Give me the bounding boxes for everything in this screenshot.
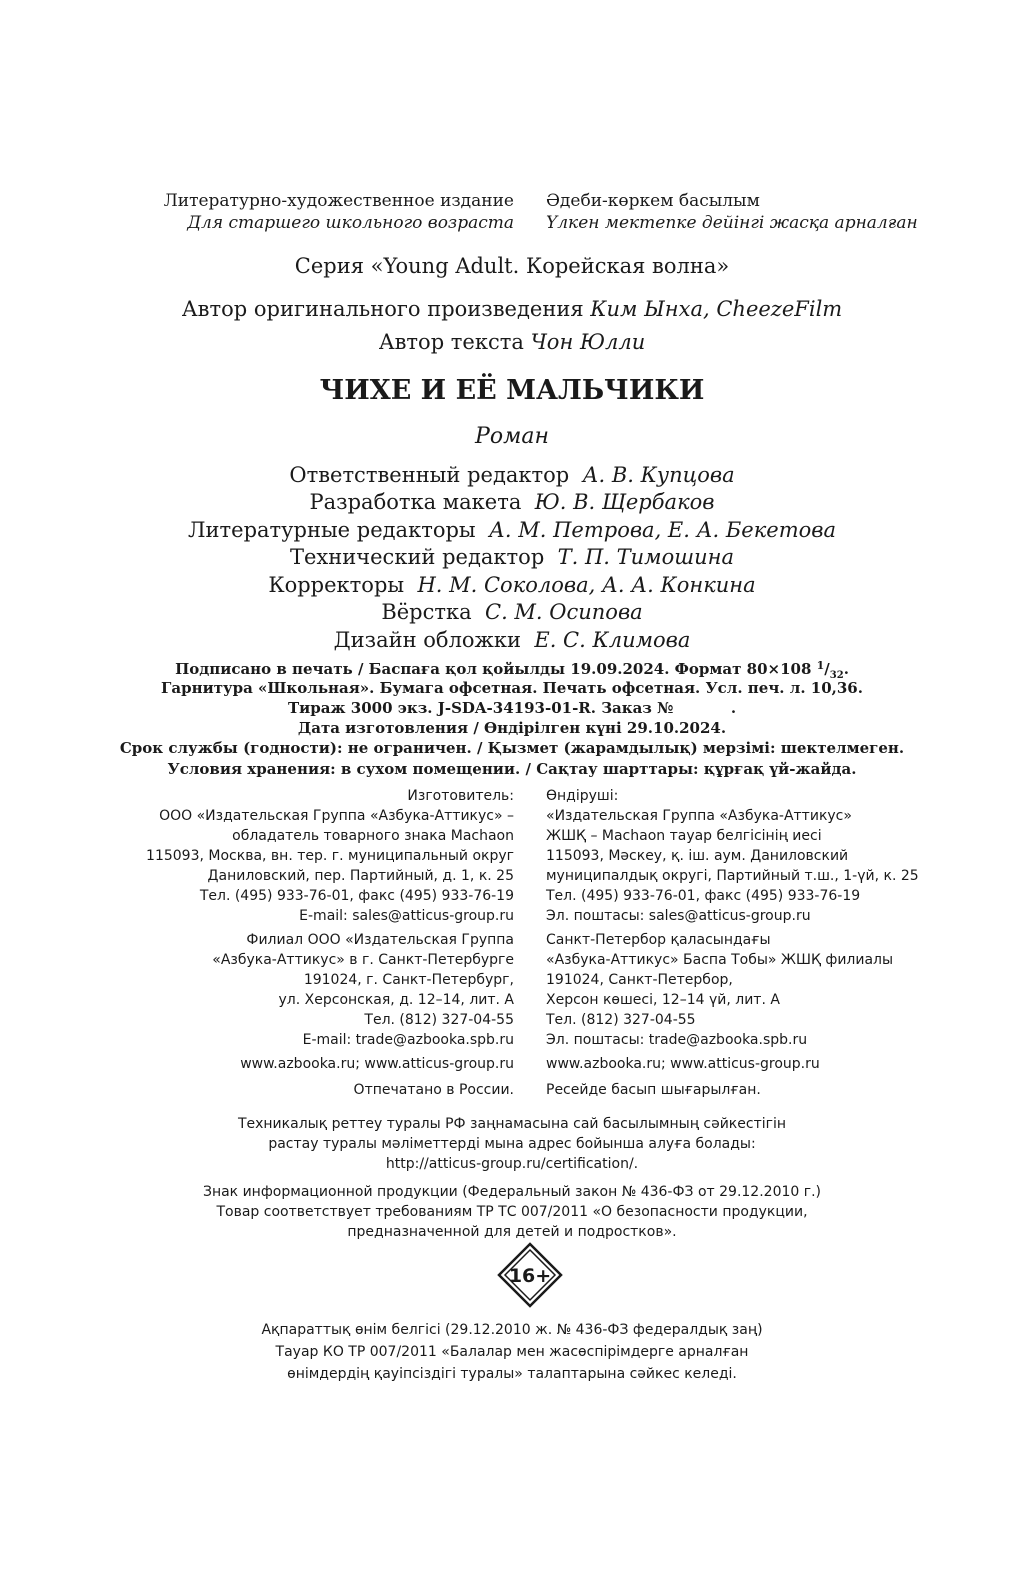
credit-line [0,490,1024,514]
age-rating-text: 16+ [508,1265,552,1287]
manufacturer-kz [546,786,919,926]
header-right-line2: Үлкен мектепке дейінгі жасқа арналған [546,213,918,233]
author-original-label: Автор оригинального произведения [181,297,584,321]
branch-kz [546,930,893,1050]
info-sign-ru-line: предназначенной для детей и подростков». [347,1224,677,1240]
manufacturer-kz-line: «Издательская Группа «Азбука-Аттикус» [546,808,852,824]
manufacturer-kz-line: Өндіруші: [546,788,619,804]
manufacturer-ru-line: Изготовитель: [407,788,514,804]
credit-name: С. М. Осипова [485,600,643,624]
credit-name: А. В. Купцова [582,463,735,487]
certification-line: Техникалық реттеу туралы РФ заңнамасына сай басылымның сәйкестігін [237,1116,787,1132]
info-sign-ru-line: Знак информационной продукции (Федеральный закон № 436-ФЗ от 29.12.2010 г.) [202,1184,822,1200]
credit-name: Т. П. Тимошина [557,545,735,569]
manufacturer-kz-line: муниципалдық округі, Партийный т.ш., 1-үй, к. 25 [546,868,919,884]
book-genre: Роман [475,424,549,449]
print-info-line2: Гарнитура «Школьная». Бумага офсетная. Печать офсетная. Усл. печ. л. 10,36. [161,679,863,697]
print-info-line1 [0,659,1024,681]
branch-kz-line: «Азбука-Аттикус» Баспа Тобы» ЖШҚ филиалы [546,952,894,968]
branch-ru-line: «Азбука-Аттикус» в г. Санкт-Петербурге [212,952,514,968]
series-line: Серия «Young Adult. Корейская волна» [294,254,730,278]
certification-url[interactable]: http://atticus-group.ru/certification/. [385,1156,639,1172]
format-denominator: 32 [829,670,844,681]
print-info-signed: Подписано в печать / Баспаға қол қойылды 19.09.2024. Формат 80×108 [175,660,817,678]
credit-role: Литературные редакторы [188,518,476,542]
credit-role: Дизайн обложки [333,628,521,652]
author-original-name: Ким Ынха, CheezeFilm [590,297,843,321]
manufacturer-kz-line: Эл. поштасы: sales@atticus-group.ru [546,908,811,924]
manufacturer-ru-line: обладатель товарного знака Machaon [232,828,514,844]
branch-kz-line: 191024, Санкт-Петербор, [546,972,733,988]
branch-ru-line: 191024, г. Санкт-Петербург, [303,972,514,988]
branch-ru [212,930,514,1050]
branch-ru-line: Тел. (812) 327-04-55 [364,1012,514,1028]
branch-kz-line: Эл. поштасы: trade@azbooka.spb.ru [546,1032,808,1048]
manufacturer-kz-line: Тел. (495) 933-76-01, факс (495) 933-76-19 [546,888,861,904]
info-sign-kz-line: Ақпараттық өнім белгісі (29.12.2010 ж. № 436-ФЗ федералдық заң) [261,1322,763,1338]
credit-name: Ю. В. Щербаков [534,490,715,514]
branch-kz-line: Херсон көшесі, 12–14 үй, лит. А [546,992,780,1008]
credit-line [0,518,1024,542]
book-title: ЧИХЕ И ЕЁ МАЛЬЧИКИ [319,375,705,406]
header-left-line1: Литературно-художественное издание [163,191,514,211]
printed-ru: Отпечатано в России. [353,1082,514,1098]
credit-line [0,600,1024,624]
age-rating-badge [497,1242,563,1308]
format-end: . [843,660,849,678]
manufacturer-ru [146,786,514,926]
author-text-label: Автор текста [378,330,524,354]
branch-ru-line: ул. Херсонская, д. 12–14, лит. А [278,992,514,1008]
manufacturer-ru-line: ООО «Издательская Группа «Азбука-Аттикус» – [159,808,514,824]
credit-name: Е. С. Климова [534,628,691,652]
branch-kz-line: Тел. (812) 327-04-55 [546,1012,696,1028]
header-left-line2: Для старшего школьного возраста [187,213,514,233]
manufacturer-ru-line: Тел. (495) 933-76-01, факс (495) 933-76-19 [199,888,514,904]
certification-line: растау туралы мәліметтерді мына адрес бойынша алуға болады: [268,1136,756,1152]
format-slash: / [824,660,830,678]
header-right-line1: Әдеби-көркем басылым [546,191,760,211]
credit-line [0,573,1024,597]
manufacturer-ru-line: E-mail: sales@atticus-group.ru [299,908,514,924]
credit-role: Ответственный редактор [289,463,570,487]
credit-line [0,545,1024,569]
info-sign-kz-line: өнімдердің қауіпсіздігі туралы» талаптарына сәйкес келеді. [287,1366,737,1382]
credit-name: А. М. Петрова, Е. А. Бекетова [488,518,836,542]
print-info-line4: Дата изготовления / Өндірілген күні 29.10.2024. [297,719,727,737]
age-rating-diamond-icon [497,1242,563,1308]
manufacturer-ru-line: Даниловский, пер. Партийный, д. 1, к. 25 [207,868,514,884]
format-numerator: 1 [816,659,825,672]
author-text [0,330,1024,354]
credit-role: Разработка макета [309,490,522,514]
branch-kz-line: Санкт-Петербор қаласындағы [546,932,771,948]
print-info-line3: Тираж 3000 экз. J-SDA-34193-01-R. Заказ № . [287,699,737,717]
credit-role: Корректоры [268,573,405,597]
credit-name: Н. М. Соколова, А. А. Конкина [417,573,756,597]
credit-role: Технический редактор [289,545,545,569]
info-sign-kz-line: Тауар КО ТР 007/2011 «Балалар мен жасөспірімдерге арналған [275,1344,749,1360]
info-sign-ru-line: Товар соответствует требованиям ТР ТС 007/2011 «О безопасности продукции, [216,1204,808,1220]
website-links-ru[interactable]: www.azbooka.ru; www.atticus-group.ru [240,1056,514,1072]
manufacturer-kz-line: 115093, Мәскеу, қ. іш. аум. Даниловский [546,848,849,864]
manufacturer-ru-line: 115093, Москва, вн. тер. г. муниципальный округ [146,848,514,864]
print-info-line5: Срок службы (годности): не ограничен. / Қызмет (жарамдылық) мерзімі: шектелмеген. [119,739,905,757]
manufacturer-kz-line: ЖШҚ – Machaon тауар белгісінің иесі [546,828,822,844]
credit-line [0,628,1024,652]
print-info-line6: Условия хранения: в сухом помещении. / Сақтау шарттары: құрғақ үй-жайда. [167,760,857,778]
author-text-name: Чон Юлли [530,330,646,354]
website-links-kz[interactable]: www.azbooka.ru; www.atticus-group.ru [546,1056,820,1072]
author-original [0,297,1024,321]
credit-line [0,463,1024,487]
credit-role: Вёрстка [381,600,472,624]
printed-kz: Ресейде басып шығарылған. [546,1082,761,1098]
branch-ru-line: E-mail: trade@azbooka.spb.ru [302,1032,514,1048]
branch-ru-line: Филиал ООО «Издательская Группа [246,932,514,948]
